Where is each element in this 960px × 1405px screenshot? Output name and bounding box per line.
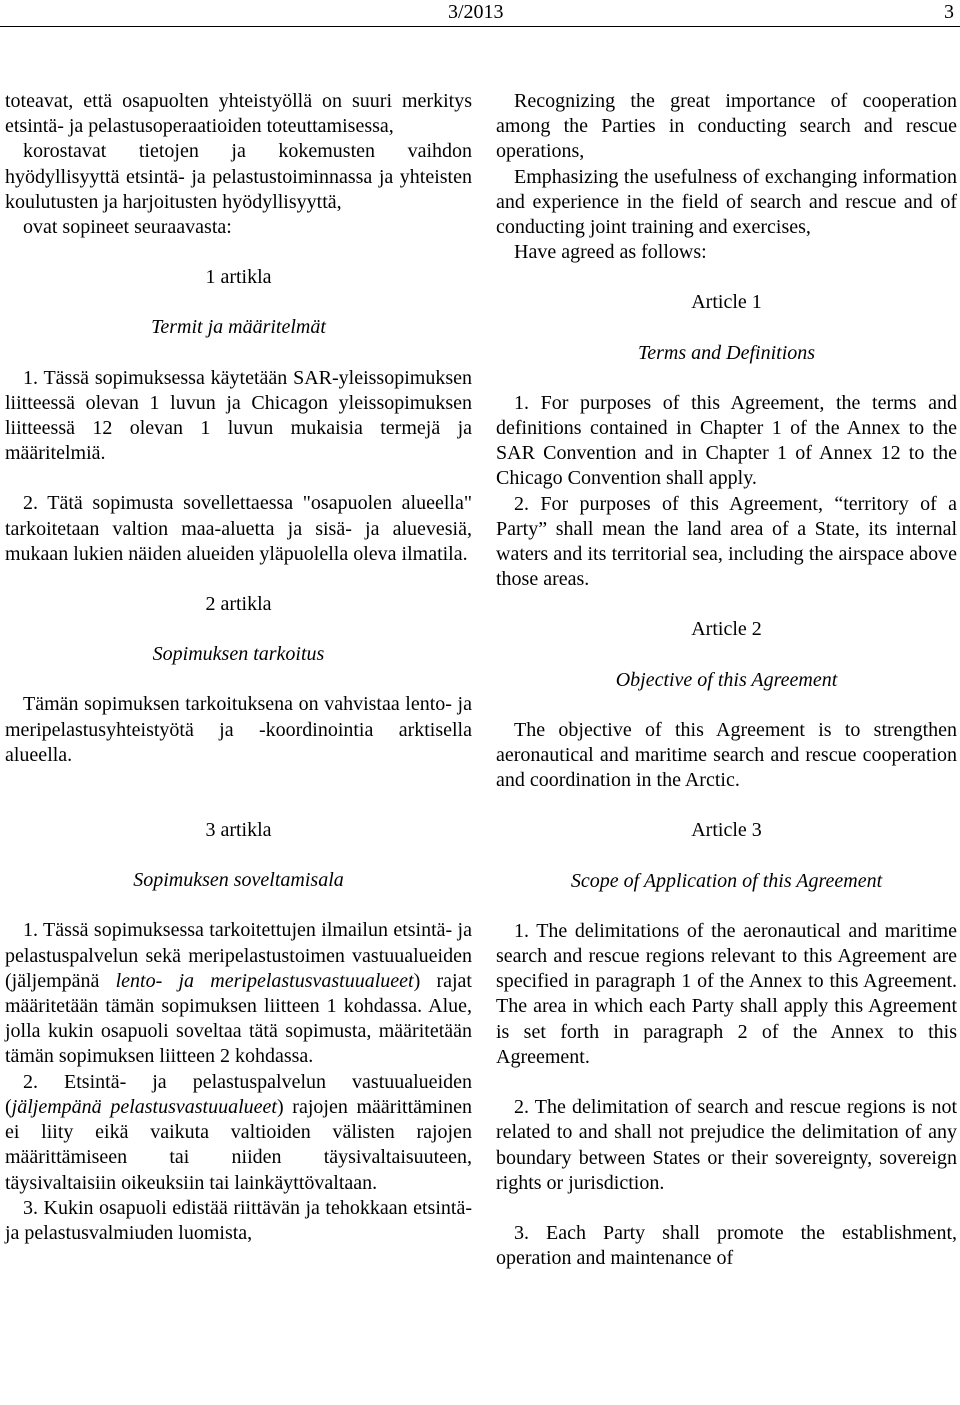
fi-article-3-para-3: 3. Kukin osapuoli edistää riittävän ja tehokkaan etsintä- ja pelastusvalmiuden luomista, <box>5 1196 472 1244</box>
fi-defined-term: lento- ja meripelastusvastuualueet <box>115 969 414 992</box>
fi-article-3-para-1: 1. Tässä sopimuksessa tarkoitettujen ilmailun etsintä- ja pelastuspalvelun sekä meripelastustoimen vastuualueiden (jäljempänä lento- ja meripelastusvastuualueet) rajat määritetään tämän sopimuksen liitteen 1 kohdassa. Alue, jolla kukin osapuoli soveltaa tätä sopimusta, määritetään tämän sopimuksen liitteen 2 kohdassa. <box>5 919 472 1068</box>
finnish-column <box>5 89 472 1246</box>
fi-article-1-para-1: 1. Tässä sopimuksessa käytetään SAR-yleissopimuksen liitteessä olevan 1 luvun ja Chicagon yleissopimuksen liitteessä 12 olevan 1 luvun mukaisia termejä ja määritelmiä. <box>5 366 472 465</box>
en-article-1-para-2: 2. For purposes of this Agreement, “territory of a Party” shall mean the land area of a State, its internal waters and its territorial sea, including the airspace above those areas. <box>496 492 957 591</box>
fi-article-1-para-2: 2. Tätä sopimusta sovellettaessa "osapuolen alueella" tarkoitetaan valtion maa-aluetta ja sisä- ja aluevesiä, mukaan lukien näiden alueiden yläpuolella oleva ilmatila. <box>5 492 472 565</box>
en-article-1-number: Article 1 <box>691 291 762 314</box>
en-article-2-para-1: The objective of this Agreement is to strengthen aeronautical and maritime search and rescue cooperation and coordination in the Arctic. <box>496 718 957 792</box>
en-article-1-para-1: 1. For purposes of this Agreement, the terms and definitions contained in Chapter 1 of the Annex to the SAR Convention and in Chapter 1 of Annex 12 to the Chicago Convention shall apply. <box>496 391 957 490</box>
en-article-2-number: Article 2 <box>691 618 762 641</box>
english-column <box>496 89 957 1271</box>
en-article-3-para-3: 3. Each Party shall promote the establishment, operation and maintenance of <box>496 1221 957 1270</box>
fi-preamble-1: toteavat, että osapuolten yhteistyöllä on suuri merkitys etsintä- ja pelastusoperaatioiden toteuttamisessa, <box>5 90 472 138</box>
fi-defined-term: jäljempänä pelastusvastuualueet <box>11 1095 277 1118</box>
fi-preamble-3: ovat sopineet seuraavasta: <box>23 216 232 239</box>
en-preamble-1: Recognizing the great importance of cooperation among the Parties in conducting search and rescue operations, <box>496 90 957 163</box>
en-preamble-2: Emphasizing the usefulness of exchanging information and experience in the field of search and rescue and of conducting joint training and exercises, <box>496 165 957 239</box>
page-number: 3 <box>944 1 954 23</box>
fi-article-2-para-1: Tämän sopimuksen tarkoituksena on vahvistaa lento- ja meripelastusyhteistyötä ja -koordinointia arktisella alueella. <box>5 693 472 766</box>
fi-article-3-para-2: 2. Etsintä- ja pelastuspalvelun vastuualueiden (jäljempänä pelastusvastuualueet) rajojen määrittäminen ei liity eikä vaikuta valtioiden välisten rajojen määrittämiseen tai niiden täysivaltaisuuteen, täysivaltaisiin oikeuksiin tai lainkäyttövaltaan. <box>5 1070 472 1194</box>
en-article-3-title: Scope of Application of this Agreement <box>570 869 883 892</box>
fi-preamble-2: korostavat tietojen ja kokemusten vaihdon hyödyllisyyttä etsintä- ja pelastustoiminnassa ja yhteisten koulutusten ja harjoitusten hyödyllisyyttä, <box>5 140 472 213</box>
fi-article-3-number: 3 artikla <box>205 819 272 842</box>
fi-article-2-title: Sopimuksen tarkoitus <box>152 643 325 666</box>
en-article-2-title: Objective of this Agreement <box>615 668 838 691</box>
en-article-3-para-2: 2. The delimitation of search and rescue regions is not related to and shall not prejudice the delimitation of any boundary between States or their sovereignty, sovereign rights or jurisdiction. <box>496 1096 957 1194</box>
fi-article-1-number: 1 artikla <box>205 266 272 289</box>
en-article-3-para-1: 1. The delimitations of the aeronautical and maritime search and rescue regions relevant to this Agreement are specified in paragraph 1 of the Annex to this Agreement. The area in which each Party shall apply this Agreement is set forth in paragraph 2 of the Annex to this Agreement. <box>496 919 957 1068</box>
fi-article-2-number: 2 artikla <box>205 593 272 616</box>
page-header <box>0 0 960 27</box>
en-preamble-3: Have agreed as follows: <box>514 241 707 264</box>
en-article-3-number: Article 3 <box>691 819 762 842</box>
fi-article-1-title: Termit ja määritelmät <box>151 316 326 339</box>
en-article-1-title: Terms and Definitions <box>637 341 816 364</box>
fi-article-3-title: Sopimuksen soveltamisala <box>133 869 344 892</box>
issue-number: 3/2013 <box>448 1 504 23</box>
